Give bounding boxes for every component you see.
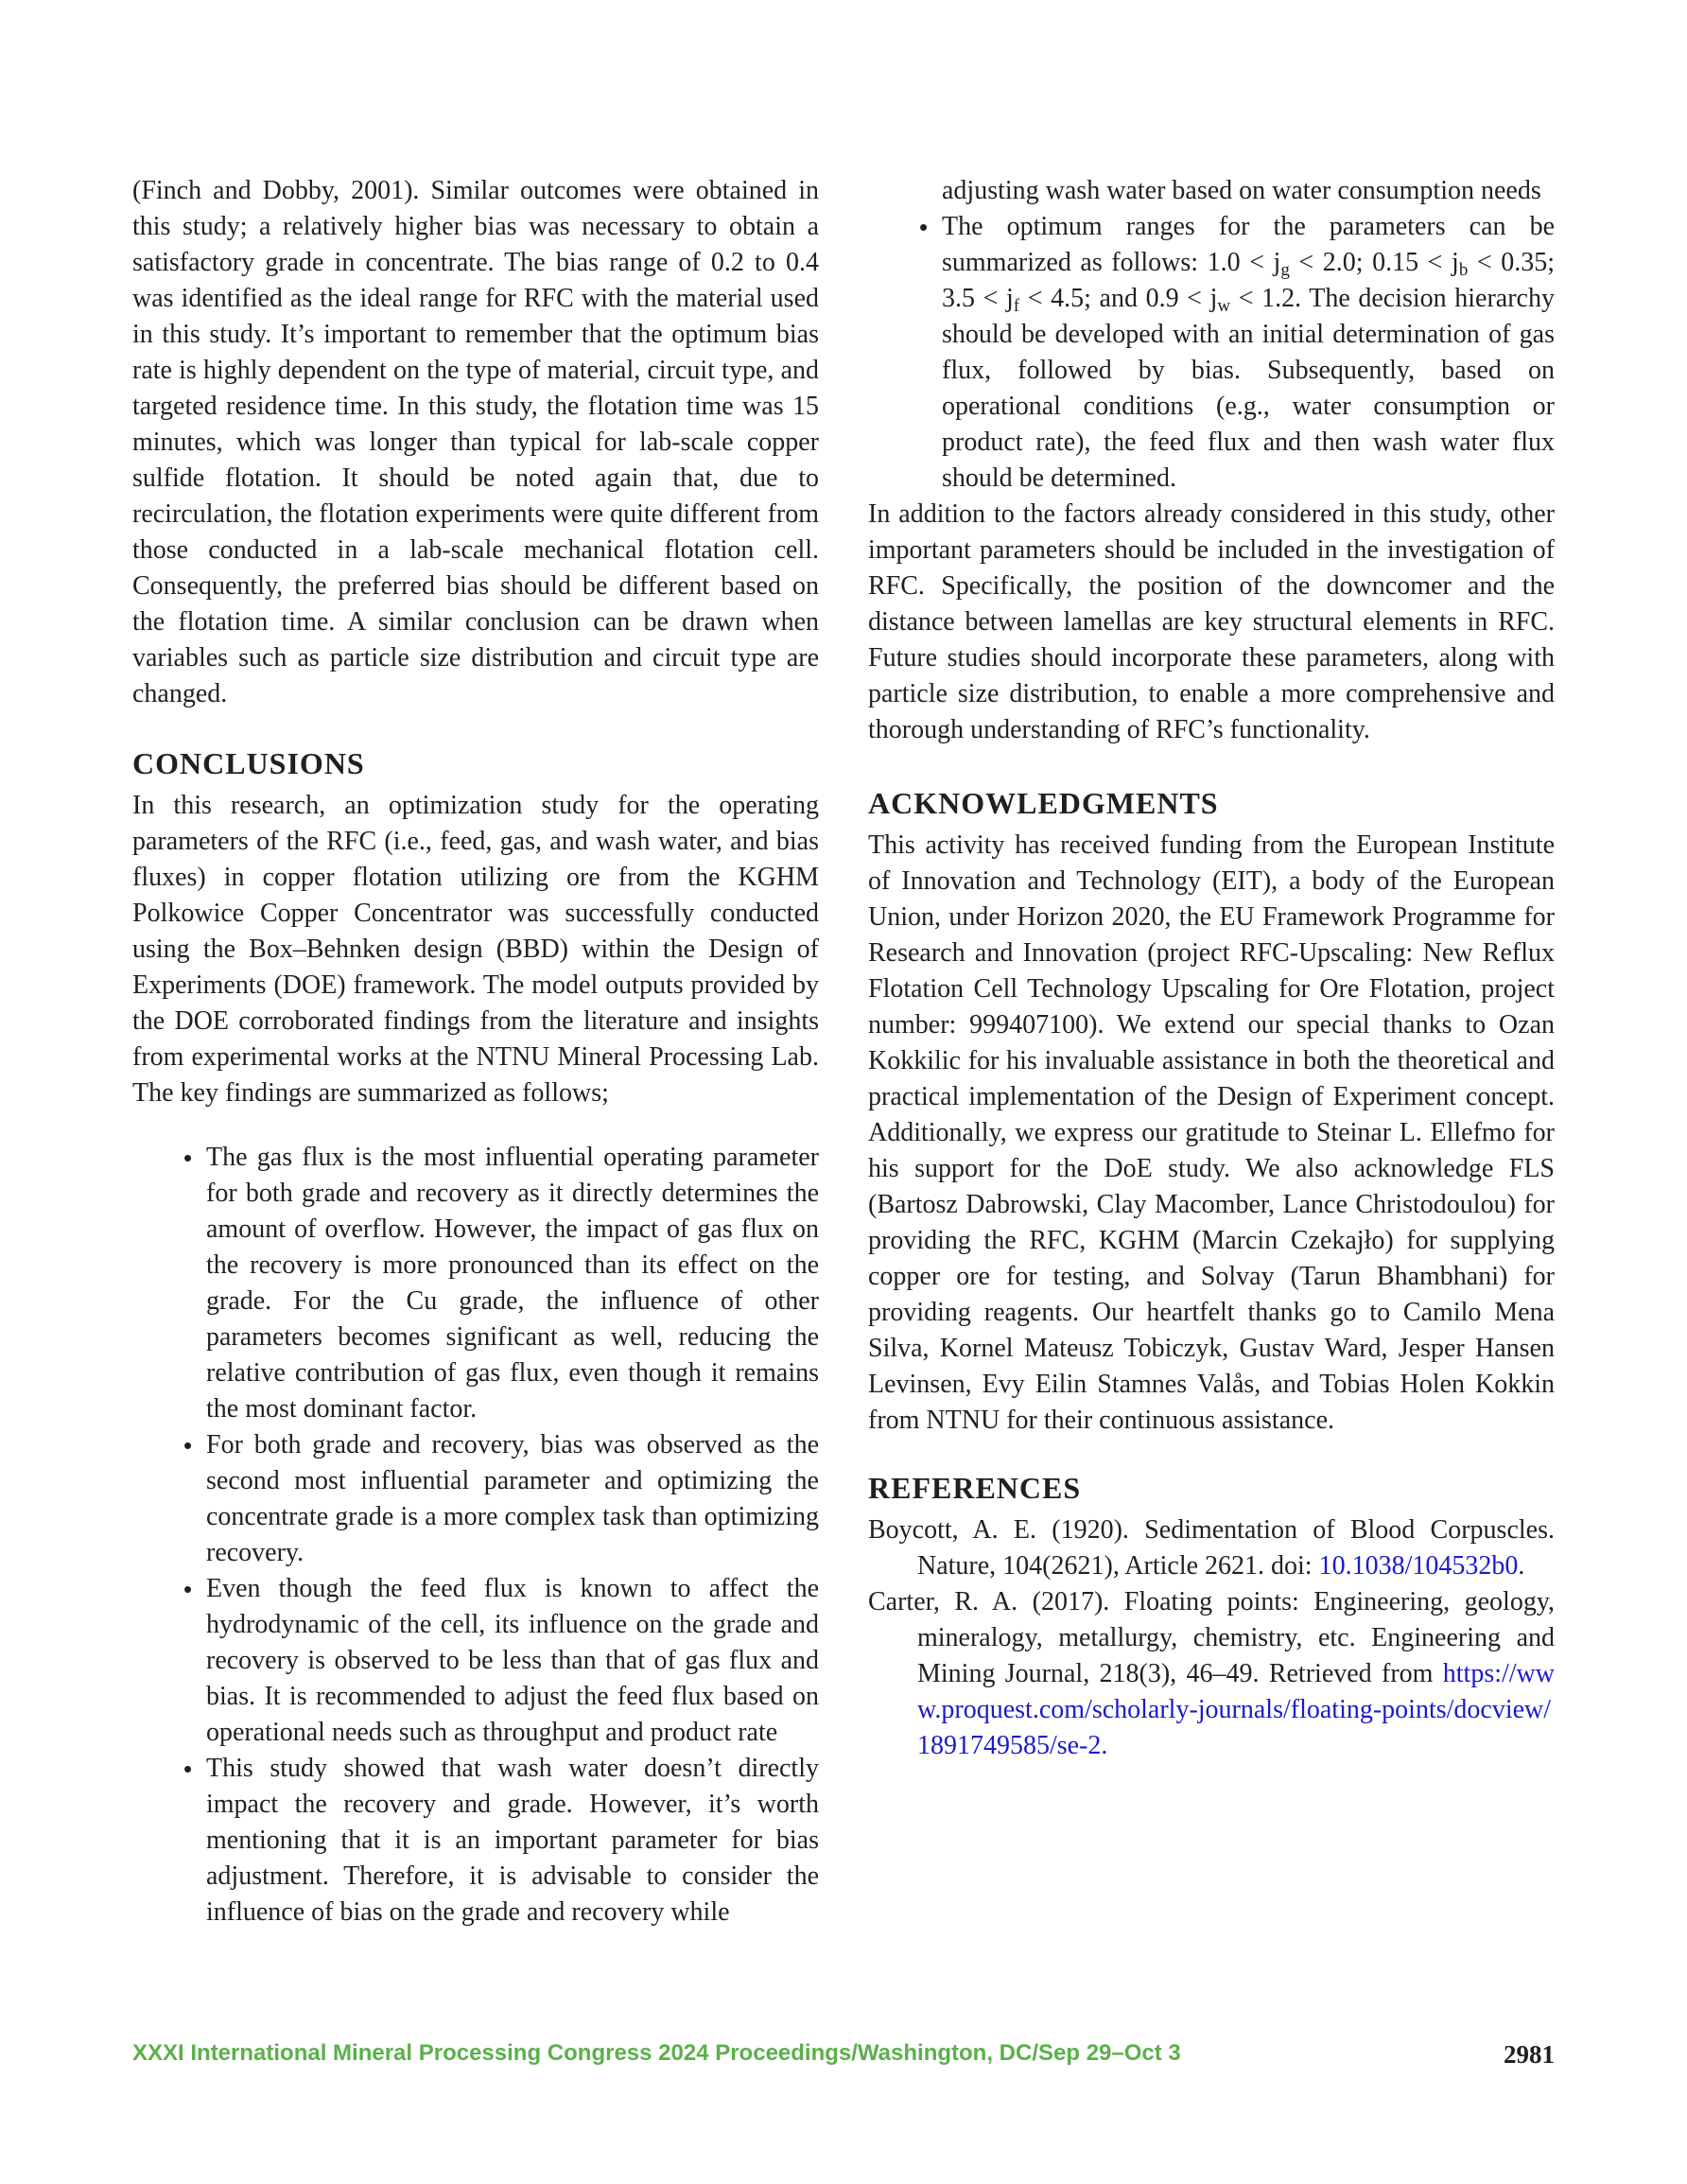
bullet-icon: • xyxy=(919,213,929,241)
body-paragraph: (Finch and Dobby, 2001). Similar outcomes were obtained in this study; a relatively higher bias was necessary to obtain a satisfactory grade in concentrate. The bias range of 0.2 to 0.4 was identified as the ideal range for RFC with the material used in this study. It’s important to remember that the optimum bias rate is highly dependent on the type of material, circuit type, and targeted residence time. In this study, the flotation time was 15 minutes, which was longer than typical for lab-scale copper sulfide flotation. It should be noted again that, due to recirculation, the flotation experiments were quite different from those conducted in a lab-scale mechanical flotation cell. Consequently, the preferred bias should be different based on the flotation time. A similar conclusion can be drawn when variables such as particle size distribution and circuit type are changed. xyxy=(132,176,819,708)
list-item xyxy=(919,209,1556,497)
body-paragraph: In addition to the factors already considered in this study, other important parameters should be included in the investigation of RFC. Specifically, the position of the downcomer and the distance between lamellas are key structural elements in RFC. Future studies should incorporate these parameters, along with particle size distribution, to enable a more comprehensive and thorough understanding of RFC’s functionality. xyxy=(868,499,1555,744)
page-number: 2981 xyxy=(1504,2040,1555,2069)
findings-list-continued xyxy=(868,209,1555,497)
list-item-text: The gas flux is the most influential operating parameter for both grade and recovery as it directly determines the amount of overflow. However, the impact of gas flux on the recovery is more pronounced than its effect on the grade. For the Cu grade, the influence of other parameters becomes significant as well, reducing the relative contribution of gas flux, even though it remains the most dominant factor. xyxy=(206,1143,819,1424)
bullet-icon: • xyxy=(183,1575,193,1603)
bullet-icon: • xyxy=(183,1144,193,1172)
page-footer xyxy=(132,2040,1555,2072)
list-item-text: Even though the feed flux is known to affect the hydrodynamic of the cell, its influence on the grade and recovery is observed to be less than that of gas flux and bias. It is recommended to adjust the feed flux based on operational needs such as throughput and product rate xyxy=(206,1574,819,1747)
acknowledgments-paragraph: This activity has received funding from the European Institute of Innovation and Technology (EIT), a body of the European Union, under Horizon 2020, the EU Framework Programme for Research and Innovation (project RFC-Upscaling: New Reflux Flotation Cell Technology Upscaling for Ore Flotation, project number: 999407100). We extend our special thanks to Ozan Kokkilic for his invaluable assistance in both the theoretical and practical implementation of the Design of Experiment concept. Additionally, we express our gratitude to Steinar L. Ellefmo for his support for the DoE study. We also acknowledge FLS (Bartosz Dabrowski, Clay Macomber, Lance Christodoulou) for providing the RFC, KGHM (Marcin Czekajło) for supplying copper ore for testing, and Solvay (Tarun Bhambhani) for providing reagents. Our heartfelt thanks go to Camilo Mena Silva, Kornel Mateusz Tobiczyk, Gustav Ward, Jesper Hansen Levinsen, Evy Eilin Stamnes Valås, and Tobias Holen Kokkin from NTNU for their continuous assistance. xyxy=(868,830,1555,1435)
section-heading-acknowledgments: ACKNOWLEDGMENTS xyxy=(868,786,1219,820)
list-item-continuation: adjusting wash water based on water consumption needs xyxy=(942,176,1541,205)
reference-entry: Boycott, A. E. (1920). Sedimentation of Blood Corpuscles. Nature, 104(2621), Article 2621. doi: 10.1038/104532b0. xyxy=(868,1515,1555,1581)
findings-list xyxy=(132,1140,819,1931)
list-item xyxy=(183,1427,819,1571)
list-item-text: For both grade and recovery, bias was observed as the second most influential parameter and optimizing the concentrate grade is a more complex task than optimizing recovery. xyxy=(206,1430,819,1567)
list-item-text: This study showed that wash water doesn’t directly impact the recovery and grade. However, it’s worth mentioning that it is an important parameter for bias adjustment. Therefore, it is advisable to consider the influence of bias on the grade and recovery while xyxy=(206,1754,819,1927)
reference-url-link[interactable]: https://www.proquest.com/scholarly-journals/floating-points/docview/1891749585/se-2. xyxy=(917,1659,1555,1760)
left-column xyxy=(132,173,819,1931)
reference-entry: Carter, R. A. (2017). Floating points: Engineering, geology, mineralogy, metallurgy, chemistry, etc. Engineering and Mining Journal, 218(3), 46–49. Retrieved from https://www.proquest.com/scholarly-journals/floating-points/docview/1891749585/se-2. xyxy=(868,1587,1555,1760)
conclusions-paragraph: In this research, an optimization study for the operating parameters of the RFC (i.e., feed, gas, and wash water, and bias fluxes) in copper flotation utilizing ore from the KGHM Polkowice Copper Concentrator was successfully conducted using the Box–Behnken design (BBD) within the Design of Experiments (DOE) framework. The model outputs provided by the DOE corroborated findings from the literature and insights from experimental works at the NTNU Mineral Processing Lab. The key findings are summarized as follows; xyxy=(132,791,819,1108)
reference-doi-link[interactable]: 10.1038/104532b0 xyxy=(1318,1551,1519,1581)
list-item-text: The optimum ranges for the parameters can be summarized as follows: $1.0 < j_g < 2.0$; $0.15 < j_b < 0.35$; $3.5 < j_f < 4.5$; and $0.9 < j_w < 1.2$. The decision hierarchy should be developed with an initial determination of gas flux, followed by bias. Subsequently, based on operational conditions (e.g., water consumption or product rate), the feed flux and then wash water flux should be determined. xyxy=(942,212,1556,493)
section-heading-references: REFERENCES xyxy=(868,1471,1082,1505)
section-heading-conclusions: CONCLUSIONS xyxy=(132,746,365,780)
list-item xyxy=(183,1140,819,1427)
list-item xyxy=(183,1751,819,1931)
list-item xyxy=(183,1571,819,1751)
right-column xyxy=(868,173,1555,1764)
bullet-icon: • xyxy=(183,1755,193,1783)
footer-conference-title: XXXI International Mineral Processing Congress 2024 Proceedings/Washington, DC/Sep 29–Oct 3 xyxy=(132,2040,1181,2066)
bullet-icon: • xyxy=(183,1431,193,1459)
